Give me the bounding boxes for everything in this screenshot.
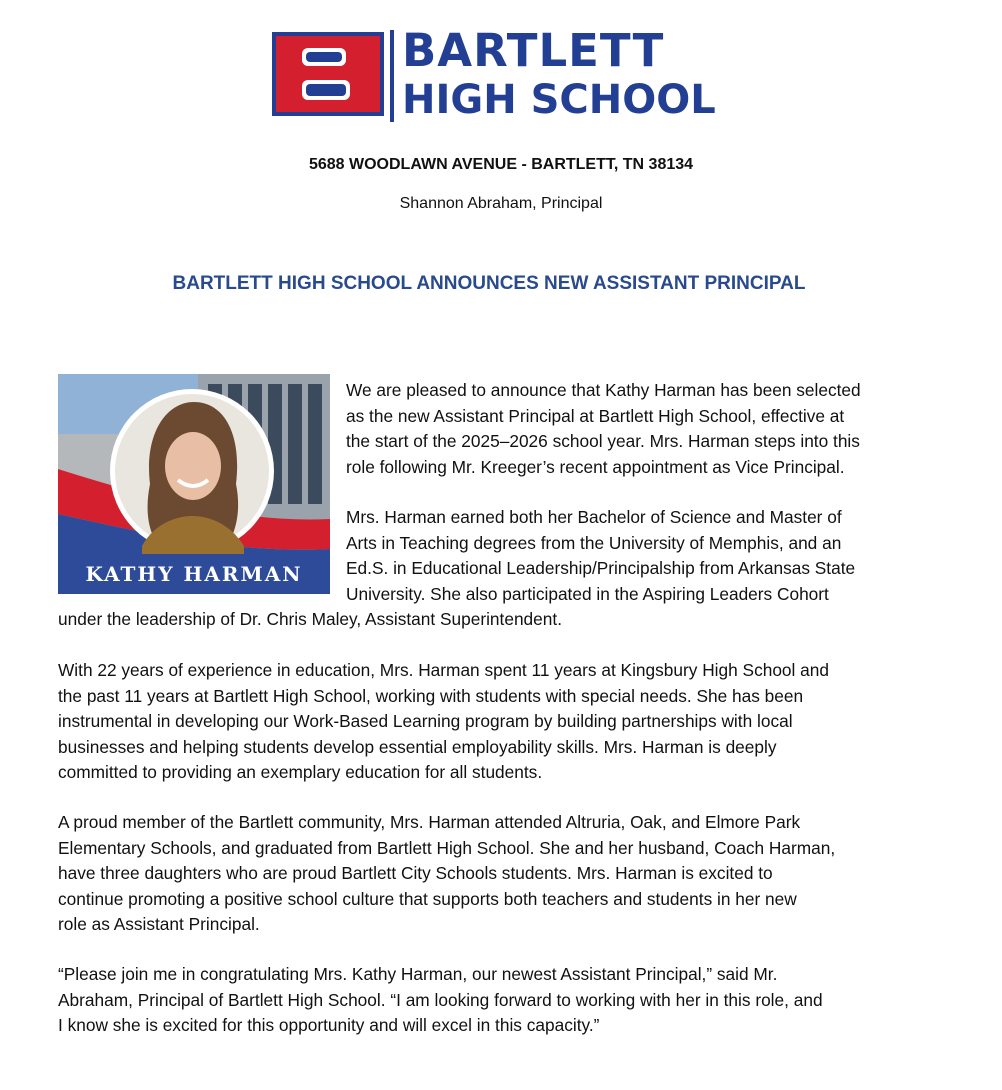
text-line: committed to providing an exemplary education for all students. bbox=[58, 762, 543, 782]
text-line: under the leadership of Dr. Chris Maley, Assistant Superintendent. bbox=[58, 609, 562, 629]
principal-name: Shannon Abraham, Principal bbox=[399, 195, 603, 212]
paragraph-community bbox=[58, 810, 835, 938]
school-address: 5688 WOODLAWN AVENUE - BARTLETT, TN 38134 bbox=[308, 156, 694, 173]
text-line: role following Mr. Kreeger’s recent appointment as Vice Principal. bbox=[346, 456, 845, 477]
text-line: I know she is excited for this opportunity and will excel in this capacity.” bbox=[58, 1015, 600, 1035]
paragraph-experience bbox=[58, 658, 829, 786]
text-line: businesses and helping students develop essential employability skills. Mrs. Harman is deeply bbox=[58, 736, 777, 757]
announcement-headline: BARTLETT HIGH SCHOOL ANNOUNCES NEW ASSISTANT PRINCIPAL bbox=[172, 273, 806, 294]
text-line: continue promoting a positive school culture that supports both teachers and students in her new bbox=[58, 888, 797, 909]
text-line: role as Assistant Principal. bbox=[58, 914, 260, 934]
logo-text-high-school: HIGH SCHOOL bbox=[402, 77, 716, 123]
text-line: With 22 years of experience in education, Mrs. Harman spent 11 years at Kingsbury High School and bbox=[58, 660, 830, 680]
logo-divider bbox=[390, 30, 394, 122]
text-line: as the new Assistant Principal at Bartlett High School, effective at bbox=[346, 405, 845, 426]
text-line: instrumental in developing our Work-Based Learning program by building partnerships with local bbox=[58, 711, 793, 731]
paragraph-quote bbox=[58, 962, 823, 1039]
text-line: We are pleased to announce that Kathy Harman has been selected bbox=[346, 380, 861, 400]
school-logo bbox=[272, 24, 716, 124]
text-line: Elementary Schools, and graduated from Bartlett High School. She and her husband, Coach Harman, bbox=[58, 837, 836, 858]
text-line: the past 11 years at Bartlett High School, working with students with special needs. She has been bbox=[58, 685, 804, 706]
text-line: Abraham, Principal of Bartlett High School. “I am looking forward to working with her in this role, and bbox=[58, 989, 823, 1010]
text-line: have three daughters who are proud Bartlett City Schools students. Mrs. Harman is excited to bbox=[58, 863, 773, 883]
text-line: Mrs. Harman earned both her Bachelor of Science and Master of bbox=[346, 507, 842, 527]
logo-b-emblem bbox=[272, 32, 384, 116]
photo-caption: KATHY HARMAN bbox=[85, 562, 303, 586]
text-line: A proud member of the Bartlett community, Mrs. Harman attended Altruria, Oak, and Elmore Park bbox=[58, 812, 801, 832]
text-line: “Please join me in congratulating Mrs. Kathy Harman, our newest Assistant Principal,” said Mr. bbox=[58, 964, 778, 984]
text-line: the start of the 2025–2026 school year. Mrs. Harman steps into this bbox=[346, 431, 860, 451]
text-line: Arts in Teaching degrees from the University of Memphis, and an bbox=[346, 532, 842, 553]
logo-text-bartlett: BARTLETT bbox=[402, 24, 665, 77]
text-line: University. She also participated in the Aspiring Leaders Cohort bbox=[346, 583, 829, 604]
photo-graphic bbox=[58, 374, 330, 594]
kathy-harman-photo bbox=[58, 374, 330, 594]
paragraph-announcement bbox=[346, 378, 861, 480]
text-line: Ed.S. in Educational Leadership/Principalship from Arkansas State bbox=[346, 558, 856, 578]
